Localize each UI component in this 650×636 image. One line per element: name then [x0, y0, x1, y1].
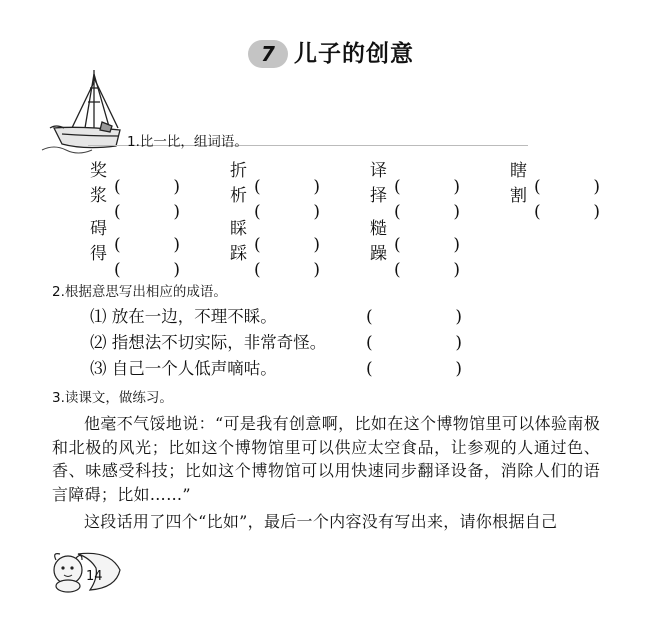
mascot-icon [38, 548, 124, 594]
question-2-heading: 2.根据意思写出相应的成语。 [52, 284, 227, 300]
word-pair-item: 瞎 ( ) [510, 161, 600, 197]
item-text: 指想法不切实际，非常奇怪。 [111, 333, 327, 352]
word-pair-item: 折 ( ) [230, 161, 320, 197]
reading-passage [52, 412, 600, 506]
word-pair-item: 译 ( ) [370, 161, 460, 197]
item-number: ⑵ [90, 333, 107, 352]
question-3-heading: 3.读课文，做练习。 [52, 390, 173, 406]
word-pair-item: 浆 ( ) [90, 186, 180, 222]
item-number: ⑶ [90, 359, 107, 378]
idiom-item [90, 306, 277, 328]
word-pair-item: 睬 ( ) [230, 219, 320, 255]
item-text: 自己一个人低声嘀咕。 [111, 359, 277, 378]
word-pair-item: 碍 ( ) [90, 219, 180, 255]
word-pair-item: 踩 ( ) [230, 244, 320, 280]
word-pair-item: 得 ( ) [90, 244, 180, 280]
item-number: ⑴ [90, 307, 107, 326]
passage-text: 他毫不气馁地说：“可是我有创意啊，比如在这个博物馆里可以体验南极和北极的风光；比如这个博物馆里可以供应太空食品，让参观的人通过色、香、味感受科技；比如这个博物馆可以用快速同步翻译设备，消除人们的语言障碍；比如……” [52, 414, 600, 504]
page-number: 14 [86, 569, 103, 584]
question-1-heading: 1.比一比，组词语。 [127, 134, 248, 150]
word-pair-item: 析 ( ) [230, 186, 320, 222]
word-pair-item: 奖 ( ) [90, 161, 180, 197]
lesson-title: 儿子的创意 [294, 41, 414, 67]
word-pair-item: 躁 ( ) [370, 244, 460, 280]
task-text: 这段话用了四个“比如”，最后一个内容没有写出来，请你根据自己 [84, 512, 558, 531]
item-text: 放在一边，不理不睬。 [111, 307, 277, 326]
word-pair-item: 择 ( ) [370, 186, 460, 222]
lesson-number: 7 [261, 42, 275, 66]
word-pair-item: 割 ( ) [510, 186, 600, 222]
word-pair-item: 糙 ( ) [370, 219, 460, 255]
idiom-item [90, 332, 326, 354]
idiom-item [90, 358, 277, 380]
